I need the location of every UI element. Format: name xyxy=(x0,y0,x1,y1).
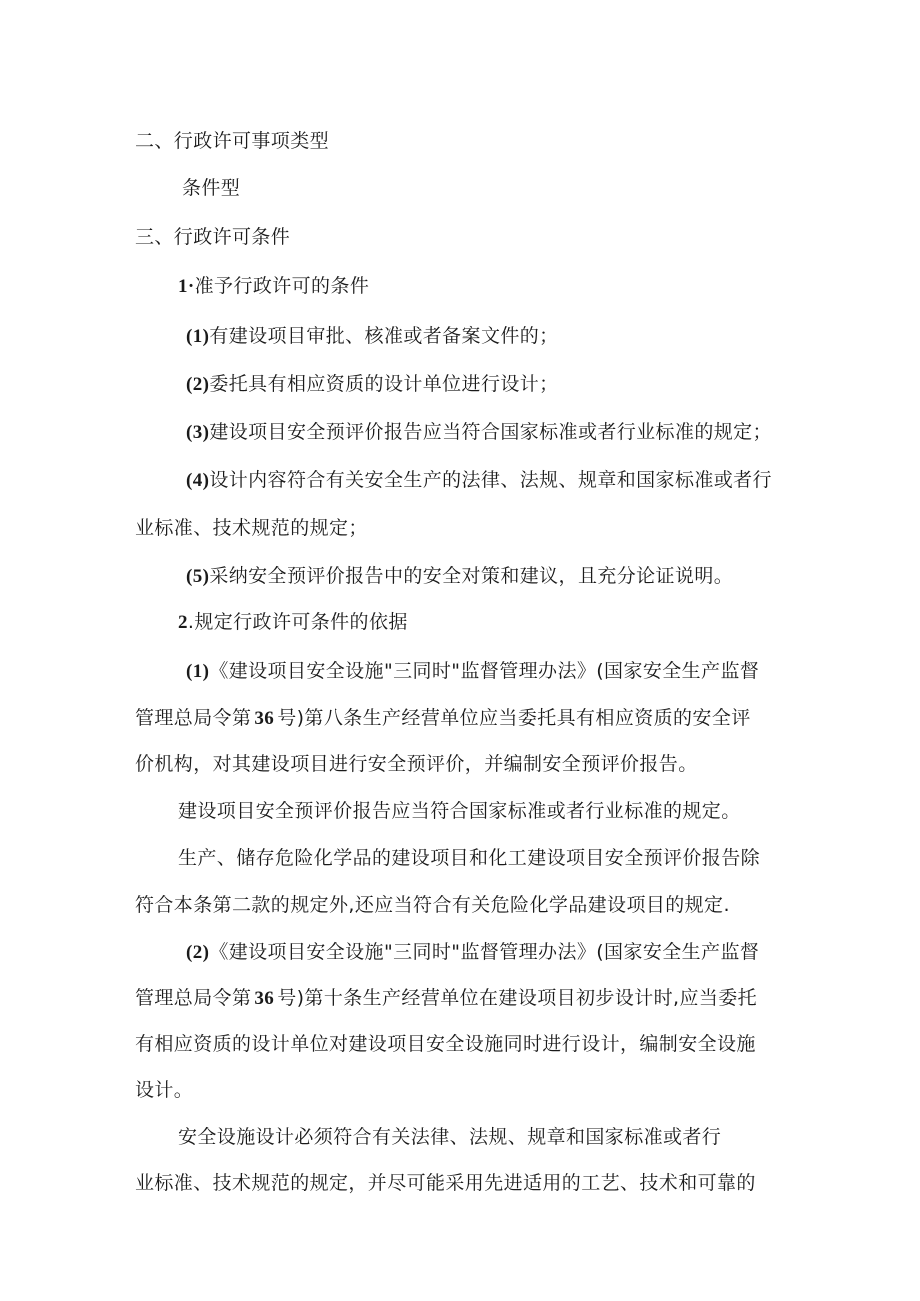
basis2-line3: 有相应资质的设计单位对建设项目安全设施同时进行设计，编制安全设施 xyxy=(135,1033,756,1055)
basis1-line1 xyxy=(186,659,759,684)
section3-heading: 三、行政许可条件 xyxy=(135,226,291,248)
subheading-1-number: 1· xyxy=(178,276,195,297)
basis2-paragraph2-line1: 安全设施设计必须符合有关法律、法规、规章和国家标准或者行 xyxy=(178,1126,722,1148)
condition-text: 有建设项目审批、核准或者备案文件的； xyxy=(209,325,559,347)
basis2-paragraph2-line2: 业标准、技术规范的规定，并尽可能采用先进适用的工艺、技术和可靠的 xyxy=(135,1172,756,1194)
basis2-line2-text-a: 管理总局令第 xyxy=(135,987,252,1009)
basis1-paragraph3-line1: 生产、储存危险化学品的建设项目和化工建设项目安全预评价报告除 xyxy=(178,847,761,869)
condition-number: (4) xyxy=(186,470,210,491)
basis1-line3: 价机构，对其建设项目进行安全预评价，并编制安全预评价报告。 xyxy=(135,753,698,775)
condition-number: (3) xyxy=(186,422,210,443)
condition-item xyxy=(186,420,772,445)
subheading-1 xyxy=(178,274,369,299)
subheading-2 xyxy=(178,610,408,635)
basis2-text: 《建设项目安全设施"三同时"监督管理办法》(国家安全生产监督 xyxy=(209,941,760,963)
basis1-paragraph3-line2: 符合本条第二款的规定外,还应当符合有关危险化学品建设项目的规定. xyxy=(135,894,730,916)
condition-number: (2) xyxy=(186,374,210,395)
basis1-line2-text-a: 管理总局令第 xyxy=(135,707,252,729)
basis2-order-number: 36 xyxy=(254,988,275,1009)
section2-text: 条件型 xyxy=(182,177,241,199)
condition-item xyxy=(186,372,559,397)
condition-number: (1) xyxy=(186,326,210,347)
condition-item xyxy=(186,564,733,589)
basis1-order-number: 36 xyxy=(254,708,275,729)
basis1-line2-text-b: 号)第八条生产经营单位应当委托具有相应资质的安全评 xyxy=(277,707,751,729)
condition-item xyxy=(186,468,772,493)
basis2-line4: 设计。 xyxy=(135,1079,194,1101)
condition-continuation: 业标准、技术规范的规定； xyxy=(135,517,368,539)
condition-text: 设计内容符合有关安全生产的法律、法规、规章和国家标准或者行 xyxy=(209,469,772,491)
basis1-paragraph2: 建设项目安全预评价报告应当符合国家标准或者行业标准的规定。 xyxy=(178,800,741,822)
subheading-2-number: 2 xyxy=(178,612,188,633)
basis1-line2 xyxy=(135,706,751,731)
condition-item xyxy=(186,324,559,349)
basis1-text: 《建设项目安全设施"三同时"监督管理办法》(国家安全生产监督 xyxy=(209,660,760,682)
condition-text: 委托具有相应资质的设计单位进行设计； xyxy=(209,373,559,395)
basis2-line2-text-b: 号)第十条生产经营单位在建设项目初步设计时,应当委托 xyxy=(277,987,758,1009)
condition-text: 采纳安全预评价报告中的安全对策和建议，且充分论证说明。 xyxy=(209,565,734,587)
condition-number: (5) xyxy=(186,566,210,587)
basis2-line2 xyxy=(135,986,757,1011)
basis2-line1 xyxy=(186,940,759,965)
subheading-1-text: 准予行政许可的条件 xyxy=(194,275,370,297)
basis2-number: (2) xyxy=(186,942,210,963)
condition-text: 建设项目安全预评价报告应当符合国家标准或者行业标准的规定； xyxy=(209,421,772,443)
basis1-number: (1) xyxy=(186,661,210,682)
section2-heading: 二、行政许可事项类型 xyxy=(135,130,330,152)
subheading-2-text: .规定行政许可条件的依据 xyxy=(187,611,408,633)
